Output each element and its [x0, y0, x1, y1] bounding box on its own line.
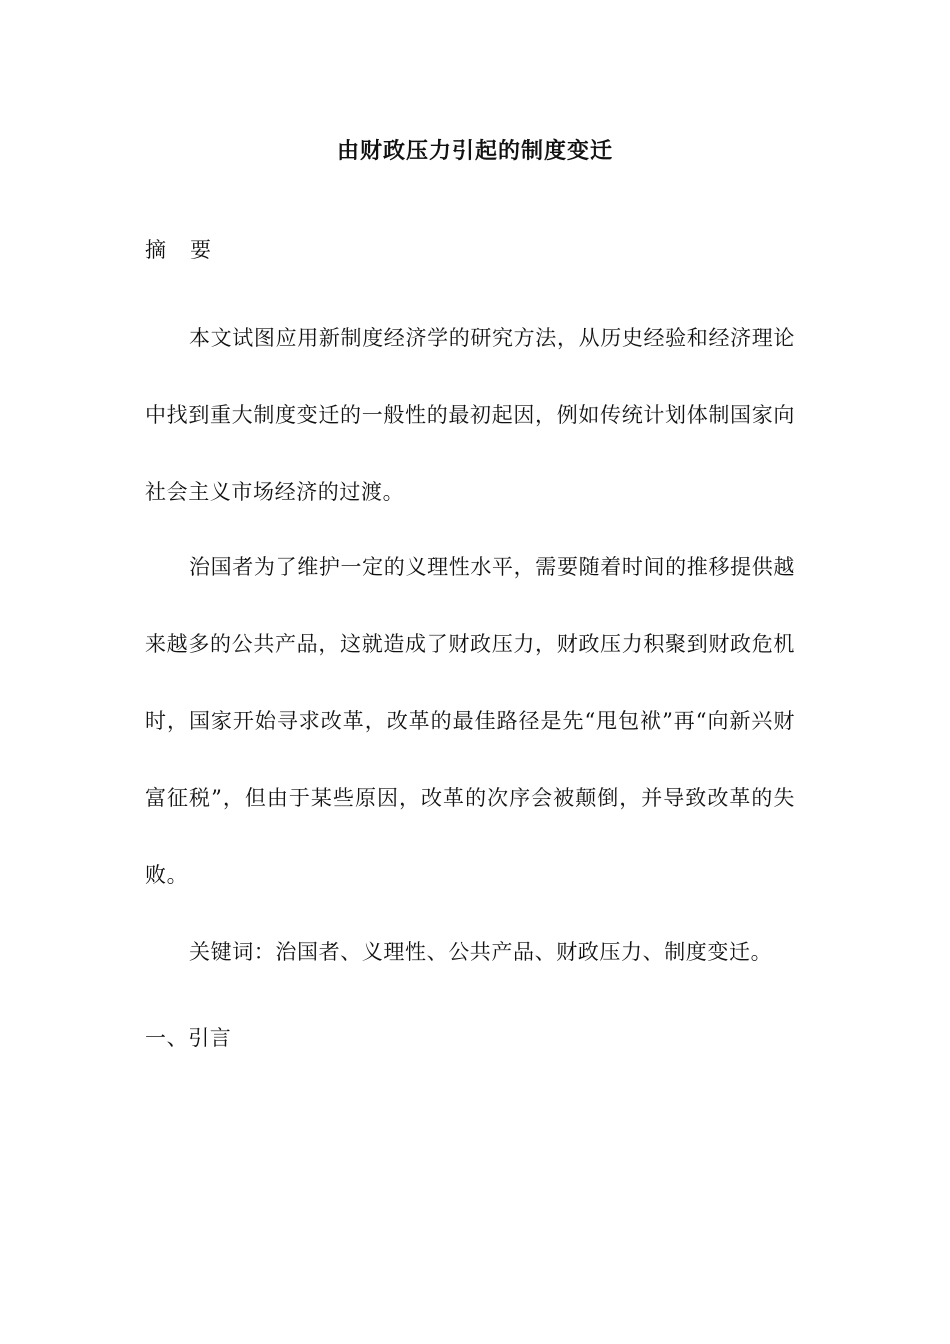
abstract-heading-char-1: 摘 — [145, 238, 166, 262]
document-title: 由财政压力引起的制度变迁 — [336, 139, 613, 164]
section-heading-introduction: 一、引言 — [145, 1026, 232, 1050]
abstract-heading-char-2: 要 — [190, 238, 211, 262]
abstract-paragraph-1: 本文试图应用新制度经济学的研究方法，从历史经验和经济理论中找到重大制度变迁的一般性的最初起因，例如传统计划体制国家向社会主义市场经济的过渡。 — [145, 326, 795, 504]
abstract-heading — [145, 234, 211, 266]
keywords-line: 关键词：治国者、义理性、公共产品、财政压力、制度变迁。 — [189, 940, 773, 964]
abstract-paragraph-2: 治国者为了维护一定的义理性水平，需要随着时间的推移提供越来越多的公共产品，这就造成了财政压力，财政压力积聚到财政危机时，国家开始寻求改革，改革的最佳路径是先“甩包袱”再“向新兴财富征税”，但由于某些原因，改革的次序会被颠倒，并导致改革的失败。 — [145, 555, 795, 887]
